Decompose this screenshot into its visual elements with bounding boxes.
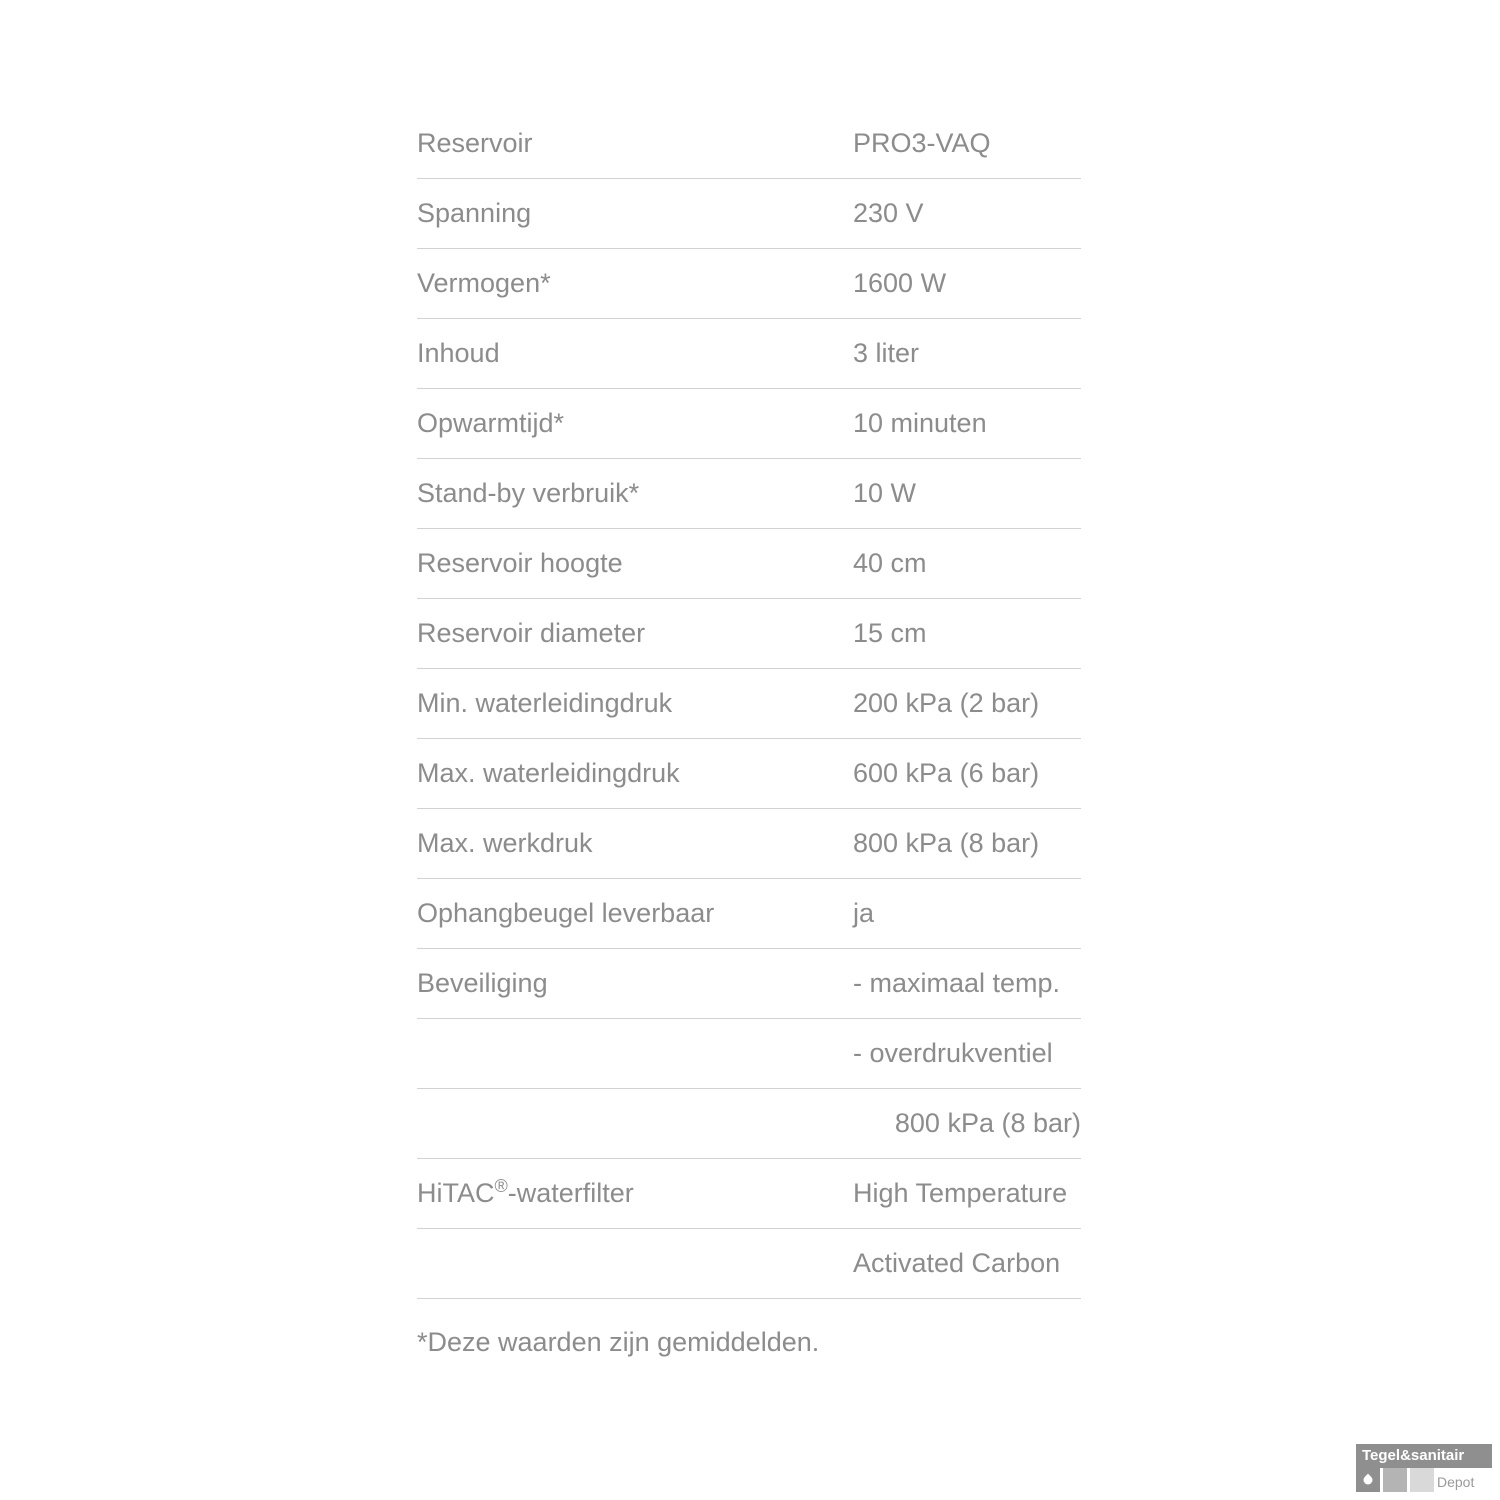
spec-label — [417, 1088, 853, 1158]
spec-value: High Temperature — [853, 1158, 1081, 1228]
spec-label: Min. waterleidingdruk — [417, 668, 853, 738]
registered-trademark-icon: ® — [494, 1175, 508, 1196]
spec-value: 800 kPa (8 bar) — [853, 1088, 1081, 1158]
spec-value: 200 kPa (2 bar) — [853, 668, 1081, 738]
spec-value: 600 kPa (6 bar) — [853, 738, 1081, 808]
table-row — [417, 948, 1081, 1018]
spec-label: Vermogen* — [417, 248, 853, 318]
table-row — [417, 668, 1081, 738]
brand-logo-marks — [1356, 1468, 1492, 1492]
spec-value: Activated Carbon — [853, 1228, 1081, 1298]
spec-label-hitac-suffix: -waterfilter — [507, 1177, 634, 1208]
spec-value: 230 V — [853, 178, 1081, 248]
spec-label: Inhoud — [417, 318, 853, 388]
spec-label-hitac — [417, 1158, 853, 1228]
spec-label-hitac-prefix: HiTAC — [417, 1177, 495, 1208]
spec-value: 40 cm — [853, 528, 1081, 598]
table-row — [417, 318, 1081, 388]
spec-label: Reservoir — [417, 108, 853, 178]
table-row — [417, 1018, 1081, 1088]
spec-value: 15 cm — [853, 598, 1081, 668]
spec-value: - overdrukventiel — [853, 1018, 1081, 1088]
spec-table-body — [417, 108, 1081, 1298]
spec-label: Reservoir hoogte — [417, 528, 853, 598]
table-row — [417, 528, 1081, 598]
spec-value: 1600 W — [853, 248, 1081, 318]
square-light-icon — [1410, 1468, 1434, 1492]
footnote: *Deze waarden zijn gemiddelden. — [417, 1327, 820, 1357]
spec-label: Ophangbeugel leverbaar — [417, 878, 853, 948]
spec-label: Stand-by verbruik* — [417, 458, 853, 528]
table-row — [417, 598, 1081, 668]
spec-label: Beveiliging — [417, 948, 853, 1018]
table-row — [417, 808, 1081, 878]
spec-value: 10 minuten — [853, 388, 1081, 458]
brand-logo-name: Tegel&sanitair — [1356, 1444, 1492, 1468]
spec-label — [417, 1228, 853, 1298]
specification-table — [417, 108, 1081, 1299]
spec-table — [417, 108, 1081, 1299]
spec-value: ja — [853, 878, 1081, 948]
spec-label — [417, 1018, 853, 1088]
brand-logo — [1356, 1444, 1492, 1492]
water-drop-icon — [1356, 1468, 1380, 1492]
table-row — [417, 1088, 1081, 1158]
spec-value: PRO3-VAQ — [853, 108, 1081, 178]
table-row — [417, 1158, 1081, 1228]
table-row — [417, 108, 1081, 178]
table-row — [417, 248, 1081, 318]
spec-label: Max. werkdruk — [417, 808, 853, 878]
spec-label: Opwarmtijd* — [417, 388, 853, 458]
table-row — [417, 738, 1081, 808]
table-row — [417, 388, 1081, 458]
spec-label: Reservoir diameter — [417, 598, 853, 668]
spec-value: 3 liter — [853, 318, 1081, 388]
table-row — [417, 1228, 1081, 1298]
spec-value: - maximaal temp. — [853, 948, 1081, 1018]
table-row — [417, 458, 1081, 528]
table-row — [417, 178, 1081, 248]
spec-label: Spanning — [417, 178, 853, 248]
brand-logo-sub: Depot — [1437, 1474, 1475, 1490]
spec-value: 800 kPa (8 bar) — [853, 808, 1081, 878]
square-mid-icon — [1383, 1468, 1407, 1492]
table-row — [417, 878, 1081, 948]
spec-label: Max. waterleidingdruk — [417, 738, 853, 808]
spec-value: 10 W — [853, 458, 1081, 528]
